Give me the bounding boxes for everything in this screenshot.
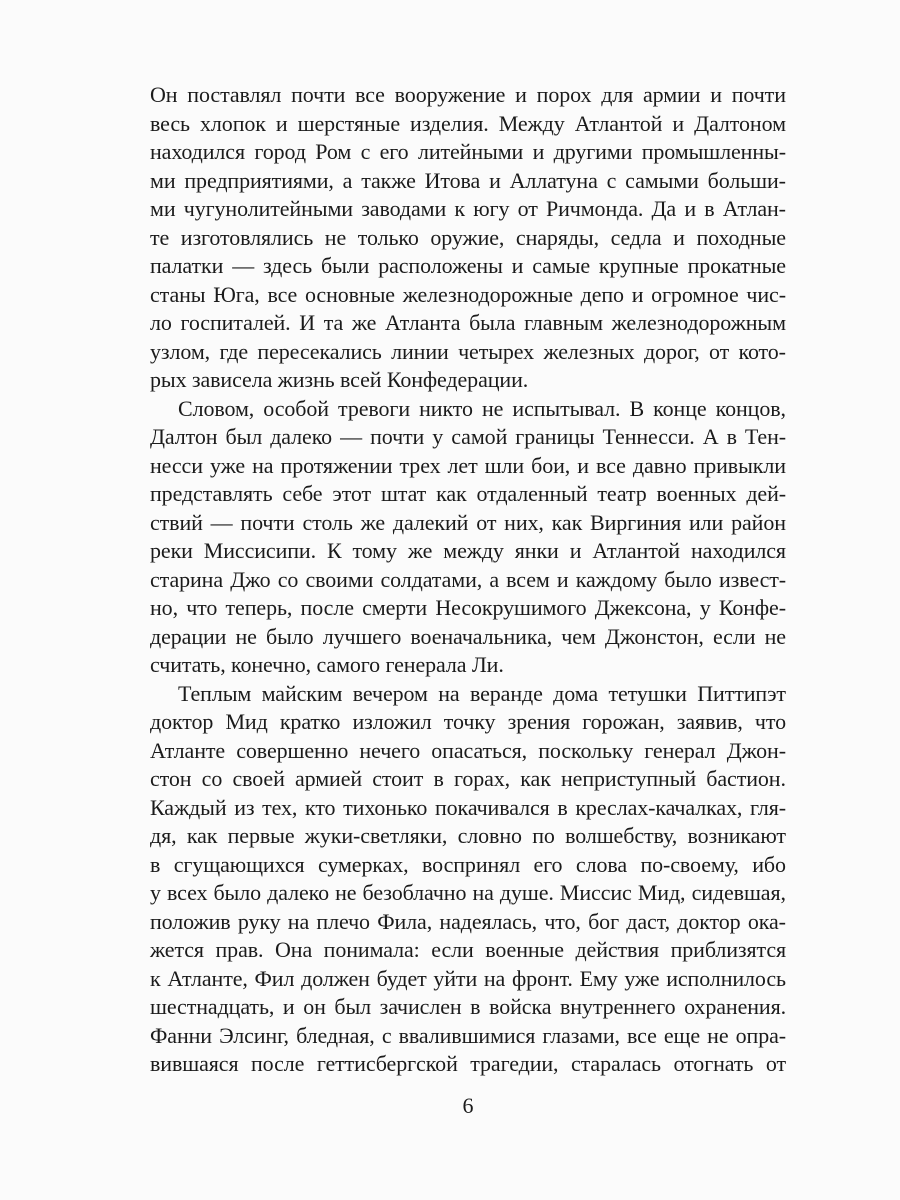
page-number: 6 [462, 1093, 474, 1118]
text-line: представлять себе этот штат как отдаленный театр военных дей- [150, 481, 786, 506]
text-line: шестнадцать, и он был зачислен в войска внутреннего охранения. [150, 994, 786, 1019]
text-line: ми предприятиями, а также Итова и Аллатуна с самыми больши- [150, 167, 786, 193]
paragraph [150, 395, 786, 680]
text-line: старина Джо со своими солдатами, а всем и каждому было извест- [150, 566, 786, 592]
text-line: находился город Ром с его литейными и другими промышленны- [150, 139, 786, 164]
text-line: Далтон был далеко — почти у самой границы Теннесси. А в Тен- [150, 424, 786, 449]
text-line: Атланте совершенно нечего опасаться, поскольку генерал Джон- [150, 737, 786, 763]
text-line: Теплым майским вечером на веранде дома тетушки Питтипэт [178, 680, 786, 706]
text-line: Словом, особой тревоги никто не испытывал. В конце концов, [178, 395, 786, 421]
text-line: дерации не было лучшего военачальника, чем Джонстон, если не [150, 623, 786, 649]
text-line: доктор Мид кратко изложил точку зрения горожан, заявив, что [150, 709, 786, 734]
paragraph [150, 81, 786, 395]
text-line: Каждый из тех, кто тихонько покачивался в креслах-качалках, гля- [150, 794, 786, 820]
text-line: узлом, где пересекались линии четырех железных дорог, от кото- [150, 338, 786, 364]
text-line: палатки — здесь были расположены и самые крупные прокатные [150, 253, 786, 278]
text-line: ми чугунолитейными заводами к югу от Ричмонда. Да и в Атлан- [150, 196, 786, 221]
text-line: но, что теперь, после смерти Несокрушимого Джексона, у Конфе- [150, 595, 786, 620]
text-line: Он поставлял почти все вооружение и порох для армии и почти [150, 82, 786, 107]
text-line: реки Миссисипи. К тому же между янки и Атлантой находился [150, 538, 786, 563]
text-line: к Атланте, Фил должен будет уйти на фронт. Ему уже исполнилось [150, 965, 786, 991]
text-line: в сгущающихся сумерках, воспринял его слова по-своему, ибо [150, 851, 786, 877]
text-line: рых зависела жизнь всей Конфедерации. [150, 367, 529, 392]
text-line: ло госпиталей. И та же Атланта была главным железнодорожным [150, 310, 786, 335]
text-line: жется прав. Она понимала: если военные действия приблизятся [150, 937, 786, 962]
paragraph [150, 680, 786, 1079]
text-line: Фанни Элсинг, бледная, с ввалившимися глазами, все еще не опра- [150, 1022, 786, 1048]
text-line: дя, как первые жуки-светляки, словно по волшебству, возникают [150, 823, 786, 848]
text-line: у всех было далеко не безоблачно на душе. Миссис Мид, сидевшая, [150, 880, 786, 905]
text-line: те изготовлялись не только оружие, снаряды, седла и походные [150, 224, 786, 250]
text-line: вившаяся после геттисбергской трагедии, старалась отогнать от [150, 1051, 786, 1076]
text-line: ствий — почти столь же далекий от них, как Виргиния или район [150, 509, 786, 535]
text-line: считать, конечно, самого генерала Ли. [150, 652, 504, 677]
text-line: несси уже на протяжении трех лет шли бои, и все давно привыкли [150, 452, 786, 478]
text-line: стон со своей армией стоит в горах, как неприступный бастион. [150, 766, 786, 791]
text-line: станы Юга, все основные железнодорожные депо и огромное чис- [150, 281, 786, 307]
text-line: весь хлопок и шерстяные изделия. Между Атлантой и Далтоном [150, 110, 786, 136]
text-line: положив руку на плечо Фила, надеялась, что, бог даст, доктор ока- [150, 908, 786, 934]
text-block [150, 81, 786, 1079]
